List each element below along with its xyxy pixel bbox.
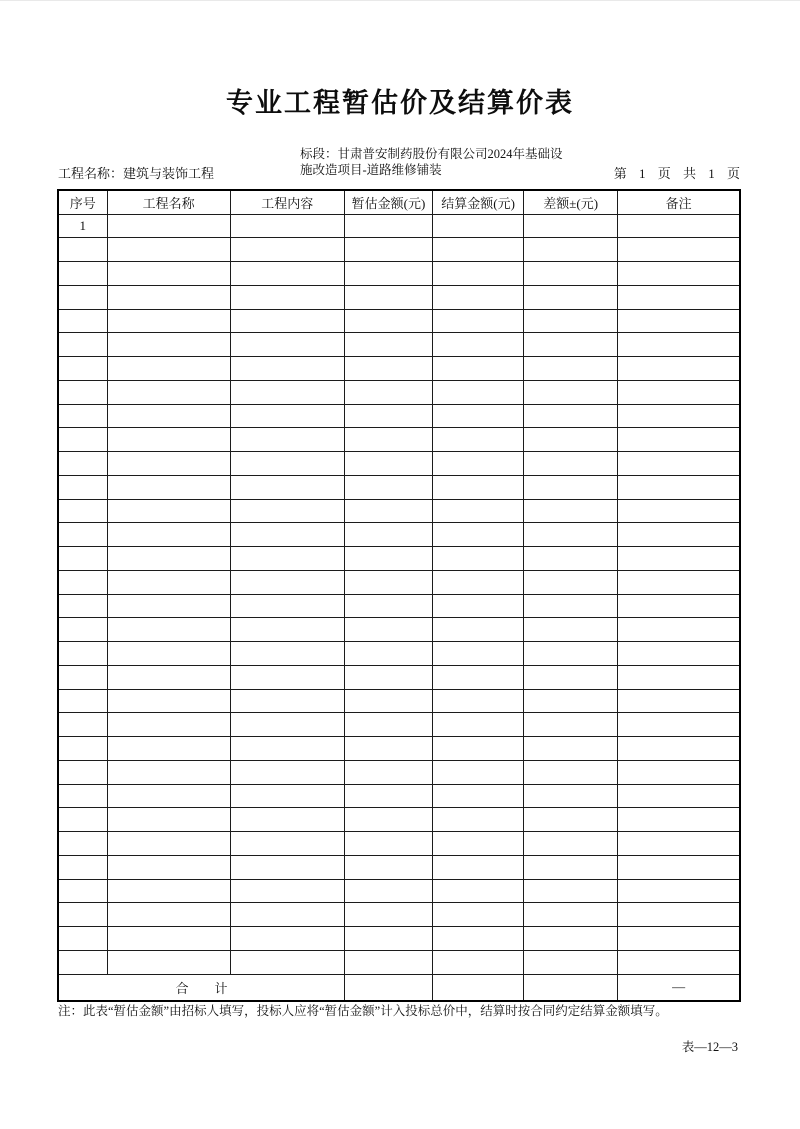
table-cell (618, 238, 740, 262)
table-cell (618, 570, 740, 594)
table-row (58, 523, 740, 547)
table-cell (618, 499, 740, 523)
table-cell (344, 903, 432, 927)
column-header: 差额±(元) (524, 190, 618, 214)
table-cell (618, 642, 740, 666)
table-cell (344, 452, 432, 476)
table-cell (524, 879, 618, 903)
table-cell (618, 452, 740, 476)
section-label-line-2: 施改造项目-道路维修铺装 (300, 162, 442, 177)
column-header: 备注 (618, 190, 740, 214)
table-cell (618, 309, 740, 333)
table-row (58, 547, 740, 571)
table-cell (433, 309, 524, 333)
table-row (58, 285, 740, 309)
table-cell (230, 499, 344, 523)
table-cell (433, 665, 524, 689)
column-header: 工程内容 (230, 190, 344, 214)
table-cell (524, 855, 618, 879)
table-cell (58, 499, 107, 523)
section-label (300, 147, 610, 178)
table-cell (58, 879, 107, 903)
table-cell (344, 832, 432, 856)
table-cell (344, 404, 432, 428)
table-cell (618, 214, 740, 238)
table-cell (58, 357, 107, 381)
table-cell (524, 547, 618, 571)
table-cell (524, 262, 618, 286)
table-cell (524, 380, 618, 404)
table-cell (433, 927, 524, 951)
table-cell (344, 594, 432, 618)
table-cell (107, 903, 230, 927)
table-cell (230, 547, 344, 571)
table-cell (344, 523, 432, 547)
table-row (58, 428, 740, 452)
table-cell (524, 737, 618, 761)
table-cell (618, 285, 740, 309)
table-row (58, 760, 740, 784)
table-cell (107, 214, 230, 238)
table-cell (618, 713, 740, 737)
table-cell: 1 (58, 214, 107, 238)
table-header-row (58, 190, 740, 214)
table-cell (618, 760, 740, 784)
table-cell (107, 523, 230, 547)
table-row (58, 665, 740, 689)
table-cell (230, 452, 344, 476)
table-cell (618, 428, 740, 452)
table-cell (618, 879, 740, 903)
table-row (58, 855, 740, 879)
table-cell (58, 238, 107, 262)
table-cell (433, 333, 524, 357)
table-cell (433, 594, 524, 618)
table-cell (618, 808, 740, 832)
total-difference-cell (524, 974, 618, 1001)
table-row (58, 927, 740, 951)
table-cell (524, 475, 618, 499)
table-cell (344, 855, 432, 879)
table-row (58, 380, 740, 404)
table-cell (618, 784, 740, 808)
table-cell (107, 879, 230, 903)
table-cell (344, 333, 432, 357)
table-cell (524, 832, 618, 856)
table-cell (524, 618, 618, 642)
table-cell (344, 665, 432, 689)
total-estimate-cell (344, 974, 432, 1001)
table-cell (524, 760, 618, 784)
table-cell (107, 428, 230, 452)
total-label-cell: 合 计 (58, 974, 344, 1001)
table-cell (433, 950, 524, 974)
table-cell (433, 855, 524, 879)
table-cell (107, 357, 230, 381)
table-cell (433, 404, 524, 428)
table-cell (58, 452, 107, 476)
table-cell (344, 618, 432, 642)
table-cell (230, 713, 344, 737)
table-cell (230, 879, 344, 903)
table-row (58, 808, 740, 832)
table-cell (107, 404, 230, 428)
table-cell (58, 832, 107, 856)
table-cell (344, 238, 432, 262)
table-row (58, 570, 740, 594)
table-row (58, 689, 740, 713)
table-cell (618, 594, 740, 618)
table-cell (344, 927, 432, 951)
table-row (58, 737, 740, 761)
table-cell (524, 214, 618, 238)
table-cell (107, 547, 230, 571)
table-cell (524, 665, 618, 689)
table-cell (230, 214, 344, 238)
table-cell (433, 262, 524, 286)
table-cell (107, 950, 230, 974)
table-cell (344, 547, 432, 571)
page-title: 专业工程暂估价及结算价表 (226, 88, 574, 118)
table-cell (524, 428, 618, 452)
table-cell (433, 689, 524, 713)
table-cell (524, 950, 618, 974)
table-cell (230, 428, 344, 452)
table-cell (58, 665, 107, 689)
table-cell (107, 475, 230, 499)
table-cell (230, 855, 344, 879)
table-cell (58, 808, 107, 832)
table-cell (344, 309, 432, 333)
table-cell (58, 713, 107, 737)
table-cell (433, 713, 524, 737)
table-row (58, 713, 740, 737)
table-cell (344, 285, 432, 309)
page-number-info: 第 1 页 共 1 页 (613, 166, 740, 181)
table-cell (58, 737, 107, 761)
table-cell (344, 570, 432, 594)
table-cell (618, 333, 740, 357)
table-cell (107, 665, 230, 689)
table-cell (230, 523, 344, 547)
table-cell (433, 737, 524, 761)
table-cell (433, 832, 524, 856)
table-cell (524, 404, 618, 428)
table-cell (344, 950, 432, 974)
table-cell (618, 832, 740, 856)
total-row (58, 974, 740, 1001)
table-cell (230, 357, 344, 381)
table-cell (344, 713, 432, 737)
table-cell (344, 689, 432, 713)
table-row (58, 214, 740, 238)
table-cell (524, 333, 618, 357)
table-cell (344, 784, 432, 808)
column-header: 暂估金额(元) (344, 190, 432, 214)
table-cell (58, 428, 107, 452)
table-row (58, 950, 740, 974)
table-cell (230, 333, 344, 357)
table-row (58, 452, 740, 476)
table-cell (433, 879, 524, 903)
table-cell (344, 642, 432, 666)
table-cell (524, 713, 618, 737)
table-cell (230, 262, 344, 286)
table-cell (344, 737, 432, 761)
table-cell (58, 404, 107, 428)
table-cell (524, 570, 618, 594)
table-cell (107, 262, 230, 286)
section-label-line-1: 标段：甘肃普安制药股份有限公司2024年基础设 (300, 147, 563, 161)
table-cell (344, 499, 432, 523)
table-cell (230, 570, 344, 594)
table-cell (230, 737, 344, 761)
table-cell (58, 760, 107, 784)
table-cell (58, 950, 107, 974)
table-cell (58, 309, 107, 333)
table-cell (107, 642, 230, 666)
table-cell (344, 262, 432, 286)
table-cell (58, 285, 107, 309)
table-row (58, 404, 740, 428)
table-cell (107, 285, 230, 309)
footnote: 注：此表“暂估金额”由招标人填写，投标人应将“暂估金额”计入投标总价中，结算时按合同约定结算金额填写。 (58, 1004, 668, 1018)
column-header: 序号 (58, 190, 107, 214)
table-row (58, 642, 740, 666)
table-cell (433, 475, 524, 499)
table-cell (344, 808, 432, 832)
table-cell (524, 523, 618, 547)
table-cell (107, 333, 230, 357)
table-cell (618, 380, 740, 404)
table-cell (58, 523, 107, 547)
table-cell (433, 380, 524, 404)
table-cell (524, 499, 618, 523)
table-row (58, 333, 740, 357)
table-cell (524, 784, 618, 808)
table-row (58, 475, 740, 499)
table-cell (58, 927, 107, 951)
table-cell (230, 285, 344, 309)
column-header: 工程名称 (107, 190, 230, 214)
table-row (58, 832, 740, 856)
table-cell (58, 475, 107, 499)
table-cell (433, 808, 524, 832)
table-cell (344, 879, 432, 903)
table-cell (618, 475, 740, 499)
table-cell (58, 333, 107, 357)
table-cell (433, 214, 524, 238)
table-cell (107, 927, 230, 951)
project-name-label: 工程名称：建筑与装饰工程 (58, 166, 215, 181)
table-row (58, 903, 740, 927)
table-cell (433, 452, 524, 476)
table-cell (524, 452, 618, 476)
table-cell (230, 309, 344, 333)
table-cell (524, 689, 618, 713)
table-cell (230, 927, 344, 951)
table-cell (230, 475, 344, 499)
table-cell (433, 618, 524, 642)
table-cell (524, 642, 618, 666)
table-cell (230, 238, 344, 262)
table-cell (344, 475, 432, 499)
table-cell (618, 927, 740, 951)
table-cell (107, 855, 230, 879)
table-cell (58, 380, 107, 404)
table-cell (107, 499, 230, 523)
table-cell (107, 713, 230, 737)
table-cell (618, 547, 740, 571)
total-remark-cell: — (618, 974, 740, 1001)
table-cell (230, 903, 344, 927)
table-cell (107, 689, 230, 713)
table-cell (618, 404, 740, 428)
table-cell (230, 784, 344, 808)
table-cell (618, 523, 740, 547)
table-cell (433, 523, 524, 547)
table-cell (107, 594, 230, 618)
table-row (58, 238, 740, 262)
table-cell (107, 760, 230, 784)
table-cell (107, 309, 230, 333)
table-cell (230, 808, 344, 832)
table-cell (107, 737, 230, 761)
table-cell (433, 570, 524, 594)
table-cell (344, 214, 432, 238)
table-cell (524, 594, 618, 618)
table-cell (230, 642, 344, 666)
table-cell (58, 547, 107, 571)
table-cell (107, 238, 230, 262)
table-cell (524, 238, 618, 262)
table-row (58, 357, 740, 381)
table-row (58, 262, 740, 286)
table-cell (433, 285, 524, 309)
table-cell (58, 903, 107, 927)
table-cell (618, 855, 740, 879)
table-cell (618, 357, 740, 381)
table-cell (58, 570, 107, 594)
table-cell (433, 903, 524, 927)
table-cell (344, 380, 432, 404)
table-row (58, 594, 740, 618)
table-cell (618, 262, 740, 286)
table-row (58, 879, 740, 903)
table-cell (433, 547, 524, 571)
table-cell (433, 238, 524, 262)
table-cell (58, 689, 107, 713)
table-cell (524, 309, 618, 333)
table-cell (230, 665, 344, 689)
table-row (58, 784, 740, 808)
column-header: 结算金额(元) (433, 190, 524, 214)
table-cell (344, 357, 432, 381)
table-cell (433, 642, 524, 666)
table-cell (618, 689, 740, 713)
table-cell (107, 784, 230, 808)
table-cell (230, 760, 344, 784)
table-cell (524, 927, 618, 951)
table-cell (433, 784, 524, 808)
table-cell (107, 618, 230, 642)
table-cell (433, 499, 524, 523)
table-row (58, 618, 740, 642)
table-cell (433, 760, 524, 784)
table-cell (230, 380, 344, 404)
table-cell (230, 832, 344, 856)
provisional-price-table (57, 189, 741, 1002)
table-cell (618, 737, 740, 761)
table-row (58, 309, 740, 333)
table-cell (230, 950, 344, 974)
table-cell (524, 357, 618, 381)
table-cell (58, 262, 107, 286)
table-cell (618, 950, 740, 974)
table-cell (58, 642, 107, 666)
table-cell (230, 618, 344, 642)
table-cell (524, 808, 618, 832)
table-cell (618, 665, 740, 689)
table-cell (433, 357, 524, 381)
table-cell (618, 903, 740, 927)
table-cell (107, 570, 230, 594)
table-cell (58, 855, 107, 879)
table-cell (524, 285, 618, 309)
table-row (58, 499, 740, 523)
table-cell (107, 452, 230, 476)
table-cell (107, 808, 230, 832)
table-cell (344, 428, 432, 452)
table-cell (344, 760, 432, 784)
table-cell (58, 594, 107, 618)
table-cell (230, 404, 344, 428)
table-cell (58, 618, 107, 642)
table-cell (58, 784, 107, 808)
table-cell (230, 689, 344, 713)
total-settlement-cell (433, 974, 524, 1001)
table-cell (433, 428, 524, 452)
table-cell (230, 594, 344, 618)
table-cell (107, 380, 230, 404)
form-code: 表—12—3 (681, 1040, 738, 1054)
table-cell (107, 832, 230, 856)
table-cell (618, 618, 740, 642)
table-cell (524, 903, 618, 927)
